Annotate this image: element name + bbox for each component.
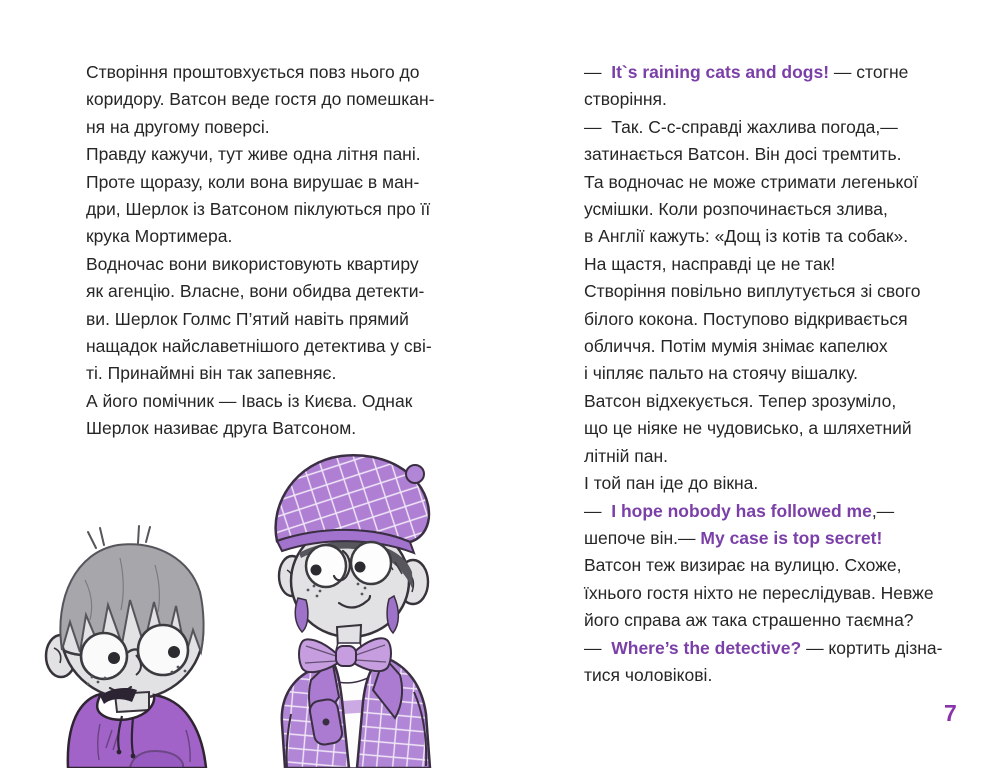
text-line bbox=[86, 114, 435, 141]
text-segment: Ватсон відхекується. Тепер зрозуміло, bbox=[584, 390, 897, 411]
text-segment: ,— bbox=[871, 500, 895, 521]
text-segment: Водночас вони використовують квартиру bbox=[86, 253, 419, 274]
text-line bbox=[86, 388, 435, 415]
right-boy-pocket bbox=[308, 698, 343, 746]
text-segment: нащадок найславетнішого детектива у сві- bbox=[86, 336, 432, 357]
text-segment: — стогне bbox=[829, 62, 909, 82]
text-line bbox=[86, 251, 435, 278]
text-segment: — Так. С-с-справді жахлива погода,— bbox=[584, 116, 898, 137]
text-segment: Шерлок називає друга Ватсоном. bbox=[86, 418, 357, 439]
text-segment: — bbox=[584, 500, 612, 521]
right-boy-pupil bbox=[355, 562, 366, 573]
right-boy-pupil bbox=[311, 565, 322, 576]
text-segment: А його помічник — Івась із Києва. Однак bbox=[86, 390, 413, 411]
right-page-text bbox=[584, 59, 943, 689]
left-boy-drawstring bbox=[118, 716, 133, 754]
boy-with-glasses bbox=[46, 526, 206, 768]
english-phrase: My case is top secret! bbox=[700, 527, 883, 548]
left-boy-mouth bbox=[110, 687, 131, 691]
text-line bbox=[584, 525, 943, 552]
text-line bbox=[584, 169, 943, 196]
right-boy-eye bbox=[306, 545, 346, 587]
right-boy-right-ear bbox=[398, 560, 428, 604]
left-boy-hair bbox=[60, 544, 203, 654]
text-line bbox=[584, 580, 943, 607]
text-segment: Ватсон теж визирає на вулицю. Схоже, bbox=[584, 555, 902, 576]
left-boy-hoodie bbox=[68, 694, 206, 768]
text-line bbox=[584, 223, 943, 250]
text-segment: створіння. bbox=[584, 89, 667, 110]
text-line bbox=[86, 333, 435, 360]
text-segment: що це ніяке не чудовисько, а шляхетний bbox=[584, 418, 912, 439]
text-segment: Правду кажучи, тут живе одна літня пані. bbox=[86, 144, 421, 165]
text-line bbox=[584, 114, 943, 141]
text-line bbox=[584, 607, 943, 634]
text-line bbox=[584, 443, 943, 470]
text-segment: Проте щоразу, коли вона вирушає в ман- bbox=[86, 171, 420, 192]
text-line bbox=[584, 141, 943, 168]
text-segment: Створіння проштовхується повз нього до bbox=[86, 62, 420, 82]
text-segment: — bbox=[584, 62, 612, 82]
text-line bbox=[584, 251, 943, 278]
right-boy-face bbox=[291, 525, 409, 637]
text-line bbox=[86, 306, 435, 333]
text-line bbox=[86, 141, 435, 168]
right-boy-left-ear bbox=[279, 556, 305, 596]
text-line bbox=[584, 278, 943, 305]
text-line bbox=[584, 470, 943, 497]
right-boy-nose bbox=[334, 551, 350, 580]
text-line bbox=[86, 223, 435, 250]
text-segment: затинається Ватсон. Він досі тремтить. bbox=[584, 144, 902, 165]
text-line bbox=[584, 662, 943, 689]
text-segment: ті. Принаймні він так запевняє. bbox=[86, 363, 337, 384]
text-line bbox=[584, 552, 943, 579]
text-line bbox=[86, 59, 435, 86]
right-boy-freckles bbox=[307, 583, 367, 598]
left-boy-head bbox=[61, 565, 203, 699]
right-boy-jacket bbox=[357, 657, 430, 768]
left-boy-pocket bbox=[130, 751, 183, 768]
text-segment: шепоче він.— bbox=[584, 527, 701, 548]
right-boy-purple-hair bbox=[387, 596, 398, 633]
text-segment: Та водночас не може стримати легенької bbox=[584, 171, 918, 192]
right-boy-jacket bbox=[282, 660, 349, 768]
text-line bbox=[584, 415, 943, 442]
left-boy-pupil bbox=[108, 652, 120, 664]
text-line bbox=[86, 169, 435, 196]
text-line bbox=[584, 360, 943, 387]
english-phrase: Where’s the detective? bbox=[611, 637, 802, 658]
text-segment: Створіння повільно виплутується зі свого bbox=[584, 281, 921, 302]
text-segment: І той пан іде до вікна. bbox=[584, 473, 759, 494]
text-line bbox=[584, 196, 943, 223]
right-boy-eye bbox=[351, 542, 391, 584]
text-segment: дри, Шерлок із Ватсоном піклуються про її bbox=[86, 199, 431, 220]
left-boy-glasses-right-lens bbox=[138, 625, 188, 675]
right-boy-shirt bbox=[320, 672, 378, 768]
right-boy-shirt-stripe bbox=[326, 699, 374, 715]
left-boy-freckles bbox=[87, 666, 187, 686]
right-boy-neck bbox=[337, 625, 361, 650]
text-segment: і чіпляє пальто на стоячу вішалку. bbox=[584, 363, 858, 384]
text-segment: — bbox=[584, 637, 612, 658]
text-segment: обличчя. Потім мумія знімає капелюх bbox=[584, 336, 888, 357]
right-boy-purple-hair bbox=[295, 598, 308, 632]
english-phrase: I hope nobody has followed me bbox=[611, 500, 872, 521]
text-line bbox=[86, 278, 435, 305]
text-line bbox=[584, 333, 943, 360]
text-segment: — кортить дізна- bbox=[801, 637, 943, 658]
text-segment: їхнього гостя ніхто не переслідував. Невже bbox=[584, 582, 934, 603]
text-segment: ня на другому поверсі. bbox=[86, 116, 270, 137]
boy-with-cap bbox=[276, 455, 430, 768]
text-line bbox=[86, 86, 435, 113]
page-number: 7 bbox=[944, 700, 957, 726]
text-segment: в Англії кажуть: «Дощ із котів та собак». bbox=[584, 226, 909, 247]
text-segment: усмішки. Коли розпочинається злива, bbox=[584, 199, 888, 220]
left-boy-glasses-arm bbox=[63, 650, 81, 655]
text-line bbox=[86, 360, 435, 387]
text-segment: його справа аж така страшенно таємна? bbox=[584, 610, 914, 631]
right-boy-lapel bbox=[373, 657, 402, 718]
text-segment: як агенцію. Власне, вони обидва детекти- bbox=[86, 281, 425, 302]
text-segment: коридору. Ватсон веде гостя до помешкан- bbox=[86, 89, 435, 110]
text-segment: крука Мортимера. bbox=[86, 226, 233, 247]
right-boy-lapel bbox=[309, 660, 339, 728]
right-boy-dark-hair bbox=[299, 541, 413, 590]
text-line bbox=[584, 306, 943, 333]
left-boy-neck bbox=[115, 692, 149, 712]
text-line bbox=[584, 86, 943, 113]
text-segment: білого кокона. Поступово відкривається bbox=[584, 308, 908, 329]
left-page-text bbox=[86, 59, 435, 443]
left-boy-glasses-left-lens bbox=[81, 633, 127, 679]
text-line bbox=[86, 196, 435, 223]
right-boy-cap-brim bbox=[277, 530, 414, 553]
text-segment: літній пан. bbox=[584, 445, 669, 466]
english-phrase: It`s raining cats and dogs! bbox=[611, 62, 830, 82]
right-boy-bow-tie bbox=[299, 638, 391, 672]
right-boy-mouth bbox=[339, 596, 370, 608]
left-boy-ear bbox=[46, 635, 76, 677]
text-line bbox=[86, 415, 435, 442]
text-line bbox=[584, 635, 943, 662]
text-line bbox=[584, 59, 943, 86]
text-segment: ви. Шерлок Голмс П’ятий навіть прямий bbox=[86, 308, 409, 329]
right-boy-cap bbox=[276, 455, 429, 542]
text-segment: На щастя, насправді це не так! bbox=[584, 253, 836, 274]
text-line bbox=[584, 388, 943, 415]
text-segment: тися чоловікові. bbox=[584, 664, 713, 685]
right-boy-cap-button bbox=[406, 465, 424, 483]
left-boy-pupil bbox=[168, 646, 180, 658]
text-line bbox=[584, 498, 943, 525]
left-boy-nose bbox=[136, 655, 141, 675]
